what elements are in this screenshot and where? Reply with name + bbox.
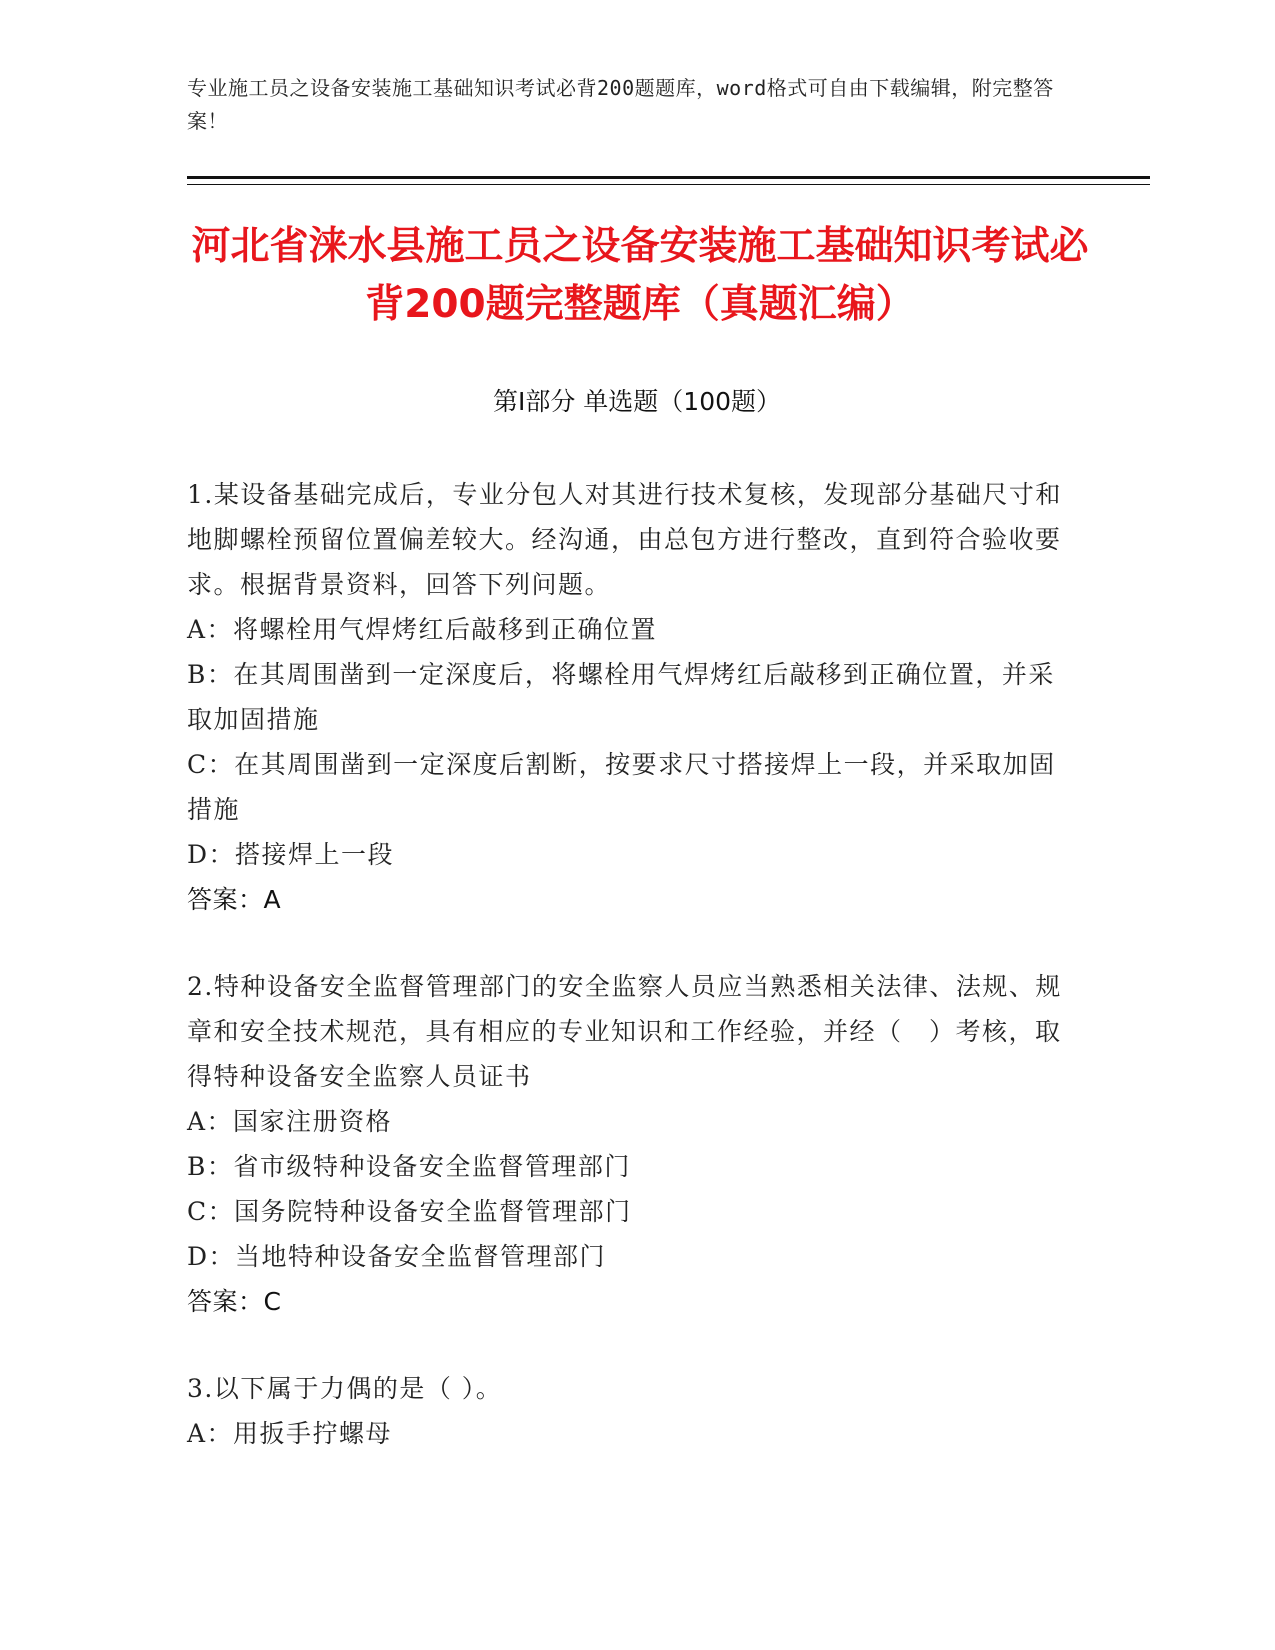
header-note: 专业施工员之设备安装施工基础知识考试必背200题题库，word格式可自由下载编辑，附完整答案！ <box>187 76 1054 133</box>
header-divider-thin <box>187 184 1150 185</box>
header-divider-thick <box>187 176 1150 179</box>
option-c: C：国务院特种设备安全监督管理部门 <box>187 1197 632 1226</box>
question-2 <box>187 964 1067 1324</box>
document-title: 河北省涞水县施工员之设备安装施工基础知识考试必背200题完整题库（真题汇编） <box>191 224 1089 327</box>
question-stem: 3.以下属于力偶的是（ ）。 <box>187 1374 503 1403</box>
question-stem: 2.特种设备安全监督管理部门的安全监察人员应当熟悉相关法律、法规、规章和安全技术规范，具有相应的专业知识和工作经验，并经（ ）考核，取得特种设备安全监察人员证书 <box>187 972 1062 1091</box>
question-1 <box>187 472 1067 922</box>
option-c: C：在其周围凿到一定深度后割断，按要求尺寸搭接焊上一段，并采取加固措施 <box>187 750 1056 824</box>
question-list <box>187 472 1067 1498</box>
option-a: A：用扳手拧螺母 <box>187 1419 393 1448</box>
answer: 答案：C <box>187 1287 282 1316</box>
option-a: A：将螺栓用气焊烤红后敲移到正确位置 <box>187 615 658 644</box>
answer: 答案：A <box>187 885 282 914</box>
option-a: A：国家注册资格 <box>187 1107 393 1136</box>
question-3 <box>187 1366 1067 1456</box>
option-d: D：当地特种设备安全监督管理部门 <box>187 1242 607 1271</box>
question-stem: 1.某设备基础完成后，专业分包人对其进行技术复核，发现部分基础尺寸和地脚螺栓预留位置偏差较大。经沟通，由总包方进行整改，直到符合验收要求。根据背景资料，回答下列问题。 <box>187 480 1062 599</box>
option-b: B：在其周围凿到一定深度后，将螺栓用气焊烤红后敲移到正确位置，并采取加固措施 <box>187 660 1055 734</box>
option-b: B：省市级特种设备安全监督管理部门 <box>187 1152 631 1181</box>
section-title: 第I部分 单选题（100题） <box>492 387 782 416</box>
option-d: D：搭接焊上一段 <box>187 840 395 869</box>
